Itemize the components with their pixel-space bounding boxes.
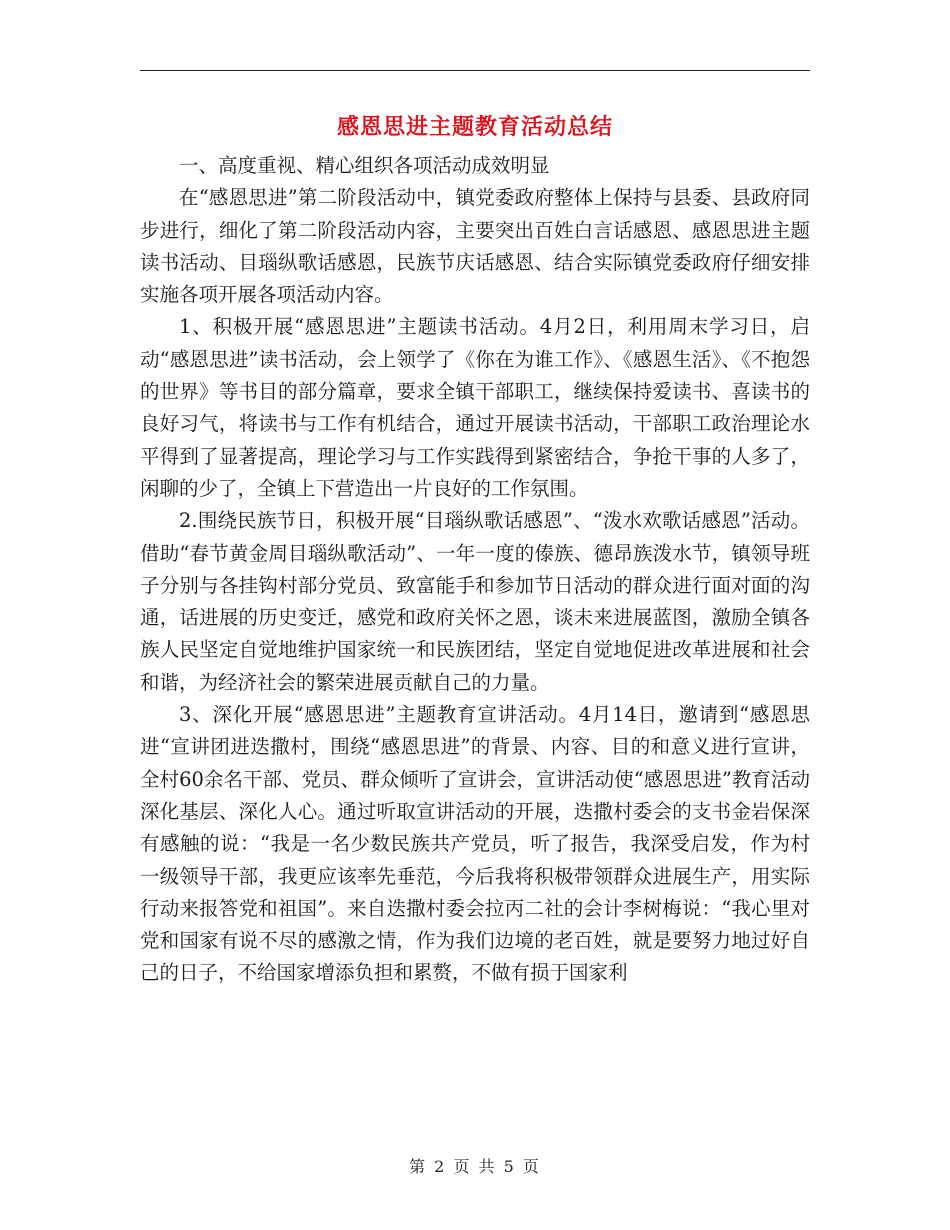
paragraph-lecture-activity: 3、深化开展“感恩思进”主题教育宣讲活动。4月14日，邀请到“感恩思进“宣讲团进迭撒村，围绕“感恩思进”的背景、内容、目的和意义进行宣讲，全村60余名干部、党员、群众倾听了宣讲会，宣讲活动使“感恩思进”教育活动深化基层、深化人心。通过听取宣讲活动的开展，迭撒村委会的支书金岩保深有感触的说：“我是一名少数民族共产党员，听了报告，我深受启发，作为村一级领导干部，我更应该率先垂范，今后我将积极带领群众进展生产，用实际行动来报答党和祖国”。来自迭撒村委会拉丙二社的会计李树梅说：“我心里对党和国家有说不尽的感激之情，作为我们边境的老百姓，就是要努力地过好自己的日子，不给国家增添负担和累赘，不做有损于国家利	[140, 703, 810, 985]
paragraph-festival-activity: 2.围绕民族节日，积极开展“目瑙纵歌话感恩”、“泼水欢歌话感恩”活动。借助“春节黄金周目瑙纵歌活动”、一年一度的傣族、德昂族泼水节，镇领导班子分别与各挂钩村部分党员、致富能手和参加节日活动的群众进行面对面的沟通，话进展的历史变迁，感党和政府关怀之恩，谈未来进展蓝图，激励全镇各族人民坚定自觉地维护国家统一和民族团结，坚定自觉地促进改革进展和社会和谐，为经济社会的繁荣进展贡献自己的力量。	[140, 509, 810, 694]
paragraph-intro: 在“感恩思进”第二阶段活动中，镇党委政府整体上保持与县委、县政府同步进行，细化了第二阶段活动内容，主要突出百姓白言话感恩、感恩思进主题读书活动、目瑙纵歌话感恩，民族节庆话感恩、结合实际镇党委政府仔细安排实施各项开展各项活动内容。	[140, 186, 810, 307]
document-body	[140, 150, 810, 990]
page-number: 第 2 页 共 5 页	[409, 1157, 541, 1176]
header-rule	[140, 70, 810, 71]
section-heading: 一、高度重视、精心组织各项活动成效明显	[179, 154, 550, 177]
document-title: 感恩思进主题教育活动总结	[336, 114, 613, 140]
paragraph-reading-activity: 1、积极开展“感恩思进”主题读书活动。4月2日，利用周末学习日，启动“感恩思进”读书活动，会上领学了《你在为谁工作》、《感恩生活》、《不抱怨的世界》等书目的部分篇章，要求全镇干部职工，继续保持爱读书、喜读书的良好习气，将读书与工作有机结合，通过开展读书活动，干部职工政治理论水平得到了显著提高，理论学习与工作实践得到紧密结合，争抢干事的人多了，闲聊的少了，全镇上下营造出一片良好的工作氛围。	[140, 315, 810, 500]
